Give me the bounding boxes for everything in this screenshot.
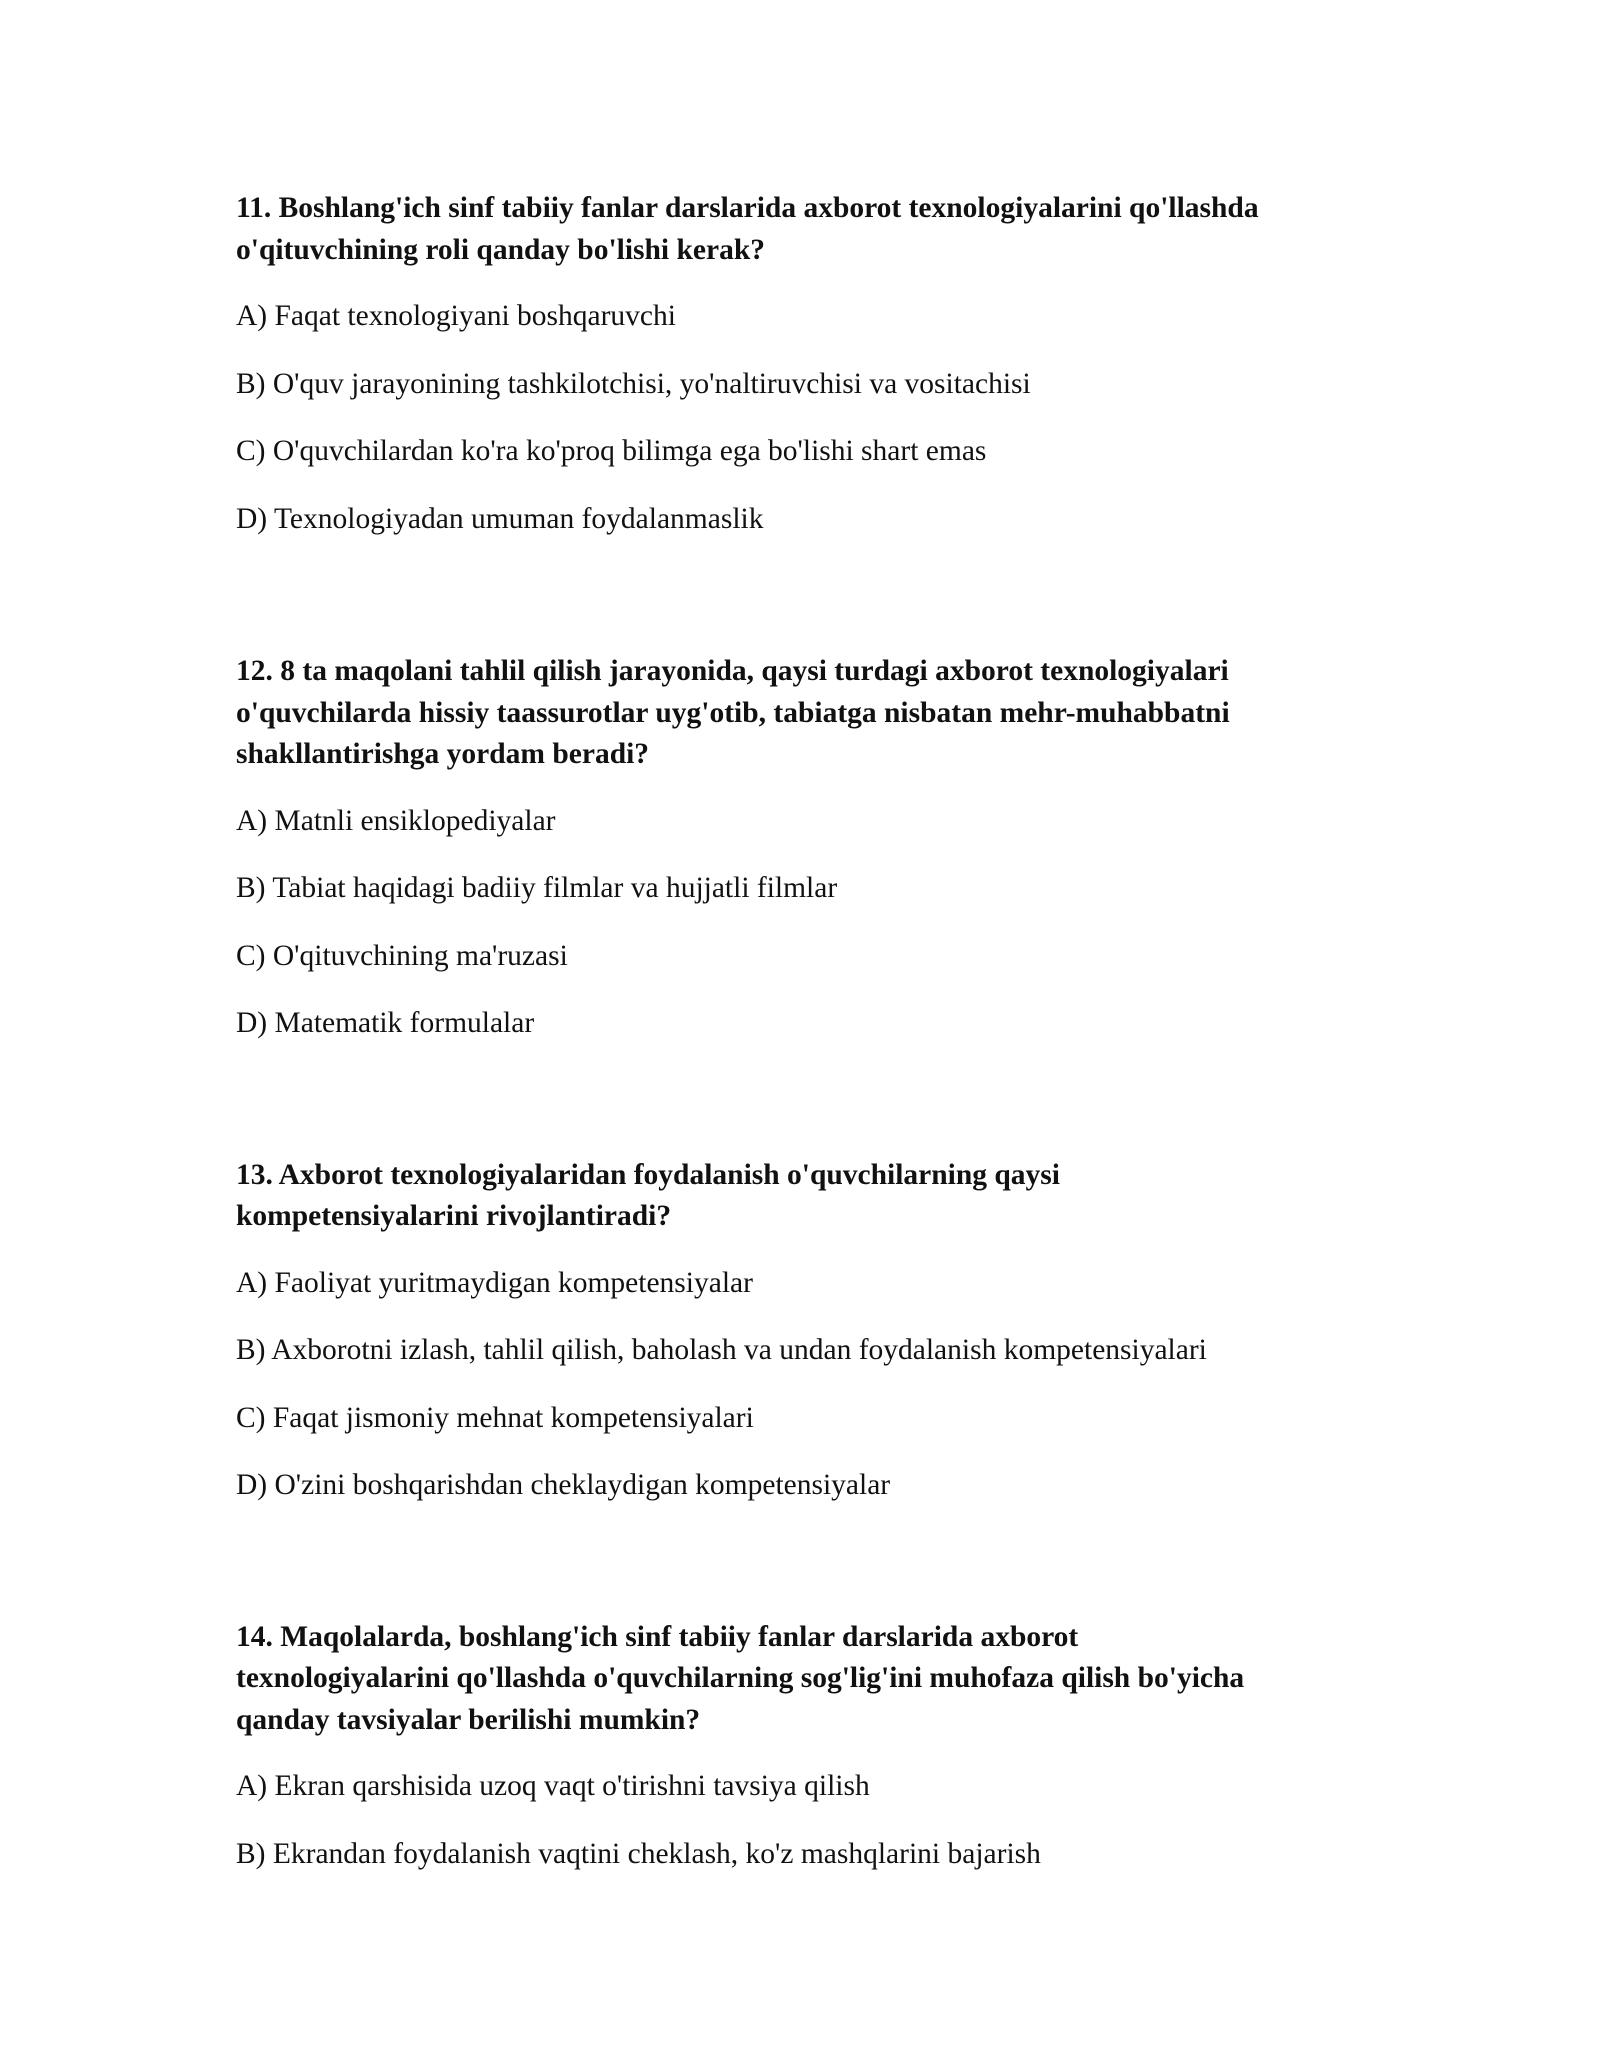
options-list — [236, 1263, 1396, 1507]
option-a: A) Ekran qarshisida uzoq vaqt o'tirishni tavsiya qilish — [236, 1770, 870, 1802]
question-14 — [236, 1617, 1396, 1876]
question-12 — [236, 651, 1396, 1045]
question-11 — [236, 188, 1396, 540]
question-title — [236, 1155, 1396, 1238]
question-title-line: texnologiyalarini qo'llashda o'quvchilarning sog'lig'ini muhofaza qilish bo'yicha — [236, 1662, 1245, 1694]
options-list — [236, 801, 1396, 1045]
option-d: D) Matematik formulalar — [236, 1007, 535, 1039]
question-title — [236, 188, 1396, 271]
option-b: B) Tabiat haqidagi badiiy filmlar va hujjatli filmlar — [236, 872, 838, 904]
question-title-line: o'quvchilarda hissiy taassurotlar uyg'otib, tabiatga nisbatan mehr-muhabbatni — [236, 696, 1230, 729]
question-title-line: 12. 8 ta maqolani tahlil qilish jarayonida, qaysi turdagi axborot texnologiyalari — [236, 655, 1229, 687]
question-title-line: o'qituvchining roli qanday bo'lishi kerak? — [236, 233, 765, 266]
question-title-line: 11. Boshlang'ich sinf tabiiy fanlar darslarida axborot texnologiyalarini qo'llashda — [236, 192, 1259, 224]
document-content — [236, 188, 1396, 1875]
options-list — [236, 296, 1396, 540]
question-13 — [236, 1155, 1396, 1507]
option-a: A) Faqat texnologiyani boshqaruvchi — [236, 300, 676, 332]
option-b: B) Axborotni izlash, tahlil qilish, baholash va undan foydalanish kompetensiyalari — [236, 1334, 1207, 1366]
option-c: C) O'qituvchining ma'ruzasi — [236, 939, 568, 972]
question-title-line: shakllantirishga yordam beradi? — [236, 738, 650, 770]
question-title — [236, 1617, 1396, 1742]
option-a: A) Matnli ensiklopediyalar — [236, 804, 556, 837]
question-title-line: 13. Axborot texnologiyalaridan foydalanish o'quvchilarning qaysi — [236, 1158, 1060, 1191]
option-b: B) Ekrandan foydalanish vaqtini cheklash, ko'z mashqlarini bajarish — [236, 1837, 1041, 1870]
question-title — [236, 651, 1396, 776]
option-d: D) O'zini boshqarishdan cheklaydigan kompetensiyalar — [236, 1469, 891, 1501]
question-title-line: kompetensiyalarini rivojlantiradi? — [236, 1200, 672, 1232]
option-c: C) O'quvchilardan ko'ra ko'proq bilimga ega bo'lishi shart emas — [236, 435, 987, 467]
question-title-line: qanday tavsiyalar berilishi mumkin? — [236, 1703, 701, 1736]
question-title-line: 14. Maqolalarda, boshlang'ich sinf tabiiy fanlar darslarida axborot — [236, 1620, 1079, 1653]
option-a: A) Faoliyat yuritmaydigan kompetensiyalar — [236, 1266, 753, 1299]
options-list — [236, 1766, 1396, 1875]
option-d: D) Texnologiyadan umuman foydalanmaslik — [236, 502, 764, 535]
option-c: C) Faqat jismoniy mehnat kompetensiyalari — [236, 1401, 754, 1434]
option-b: B) O'quv jarayonining tashkilotchisi, yo'naltiruvchisi va vositachisi — [236, 367, 1031, 400]
